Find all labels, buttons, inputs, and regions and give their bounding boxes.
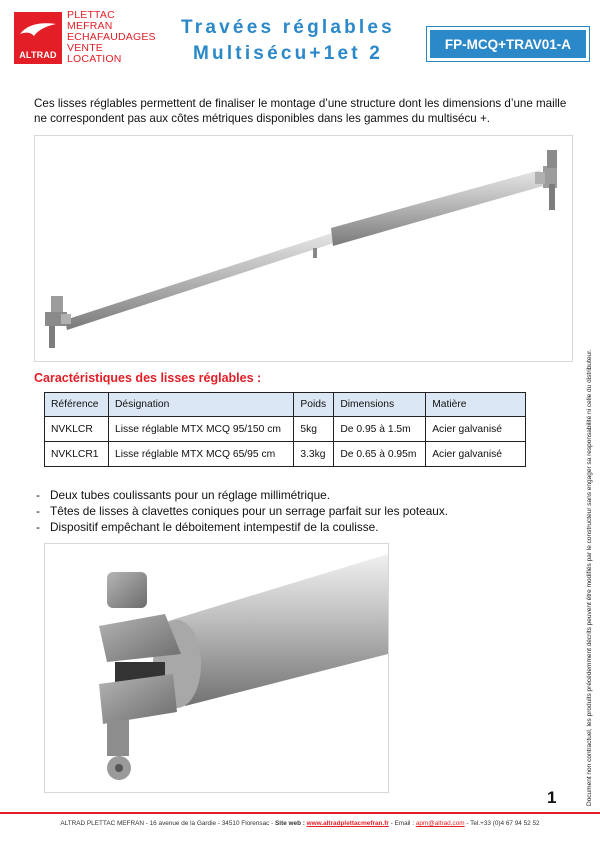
reference-code: FP-MCQ+TRAV01-A bbox=[430, 30, 586, 58]
table-row bbox=[45, 417, 526, 442]
logo-line: VENTE bbox=[67, 42, 104, 54]
list-item bbox=[36, 487, 566, 503]
bullet-dash: - bbox=[36, 504, 40, 518]
table-cell: 5kg bbox=[294, 417, 334, 442]
footer-email-label: - Email : bbox=[388, 820, 416, 827]
table-cell: 3.3kg bbox=[294, 442, 334, 467]
ledger-head-detail-illustration bbox=[45, 544, 388, 792]
feature-list bbox=[36, 487, 566, 535]
table-cell: Acier galvanisé bbox=[426, 442, 526, 467]
footer bbox=[0, 820, 600, 827]
list-item bbox=[36, 503, 566, 519]
footer-company: ALTRAD PLETTAC MEFRAN - 16 avenue de la Gardie - 34510 Florensac - bbox=[60, 820, 276, 827]
footer-divider bbox=[0, 812, 600, 814]
title-line: Multisécu+1et 2 bbox=[192, 43, 384, 64]
column-header: Désignation bbox=[108, 393, 293, 417]
logo-line: LOCATION bbox=[67, 53, 122, 65]
list-item-text: Dispositif empêchant le déboitement intempestif de la coulisse. bbox=[50, 520, 379, 534]
table-row bbox=[45, 442, 526, 467]
column-header: Matière bbox=[426, 393, 526, 417]
column-header: Dimensions bbox=[334, 393, 426, 417]
title-line: Travées réglables bbox=[181, 17, 395, 38]
intro-paragraph: Ces lisses réglables permettent de finaliser le montage d’une structure dont les dimensions d’une maille ne correspondent pas aux côtes métriques disponibles dans les gammes du multisécu +. bbox=[34, 97, 567, 125]
logo-line: MEFRAN bbox=[67, 20, 113, 32]
logo-line: PLETTAC bbox=[67, 9, 115, 21]
specs-heading: Caractéristiques des lisses réglables : bbox=[34, 371, 262, 385]
list-item-text: Deux tubes coulissants pour un réglage millimétrique. bbox=[50, 488, 330, 502]
table-cell: Lisse réglable MTX MCQ 95/150 cm bbox=[108, 417, 293, 442]
reference-badge bbox=[426, 26, 590, 62]
table-cell: De 0.65 à 0.95m bbox=[334, 442, 426, 467]
list-item-text: Têtes de lisses à clavettes coniques pour un serrage parfait sur les poteaux. bbox=[50, 504, 449, 518]
logo-subtitle bbox=[67, 10, 156, 65]
table-cell: NVKLCR1 bbox=[45, 442, 109, 467]
column-header: Référence bbox=[45, 393, 109, 417]
page-number: 1 bbox=[547, 788, 557, 807]
product-photo-detail bbox=[44, 543, 389, 793]
altrad-logo bbox=[14, 12, 62, 64]
page-title bbox=[160, 15, 416, 67]
adjustable-ledger-illustration bbox=[35, 136, 572, 361]
product-photo-full bbox=[34, 135, 573, 362]
disclaimer-note: Document non contractuel, les produits précédemment décrits peuvent être modifiés par le constructeur sans engager sa responsabilité ni celle du distributeur. bbox=[586, 349, 593, 806]
list-item bbox=[36, 519, 566, 535]
wing-logo-icon bbox=[18, 20, 58, 42]
footer-web-label: Site web : bbox=[275, 820, 307, 827]
footer-email-link[interactable]: apm@altrad.com bbox=[415, 820, 465, 827]
bullet-dash: - bbox=[36, 488, 40, 502]
table-cell: Acier galvanisé bbox=[426, 417, 526, 442]
logo-name: ALTRAD bbox=[19, 50, 57, 60]
column-header: Poids bbox=[294, 393, 334, 417]
table-header-row bbox=[45, 393, 526, 417]
bullet-dash: - bbox=[36, 520, 40, 534]
table-cell: Lisse réglable MTX MCQ 65/95 cm bbox=[108, 442, 293, 467]
table-cell: De 0.95 à 1.5m bbox=[334, 417, 426, 442]
table-cell: NVKLCR bbox=[45, 417, 109, 442]
footer-website-link[interactable]: www.altradplettacmefran.fr bbox=[306, 820, 389, 827]
footer-phone: - Tel.+33 (0)4 67 94 52 52 bbox=[464, 820, 540, 827]
logo-line: ECHAFAUDAGES bbox=[67, 31, 156, 43]
specs-table bbox=[44, 392, 526, 467]
